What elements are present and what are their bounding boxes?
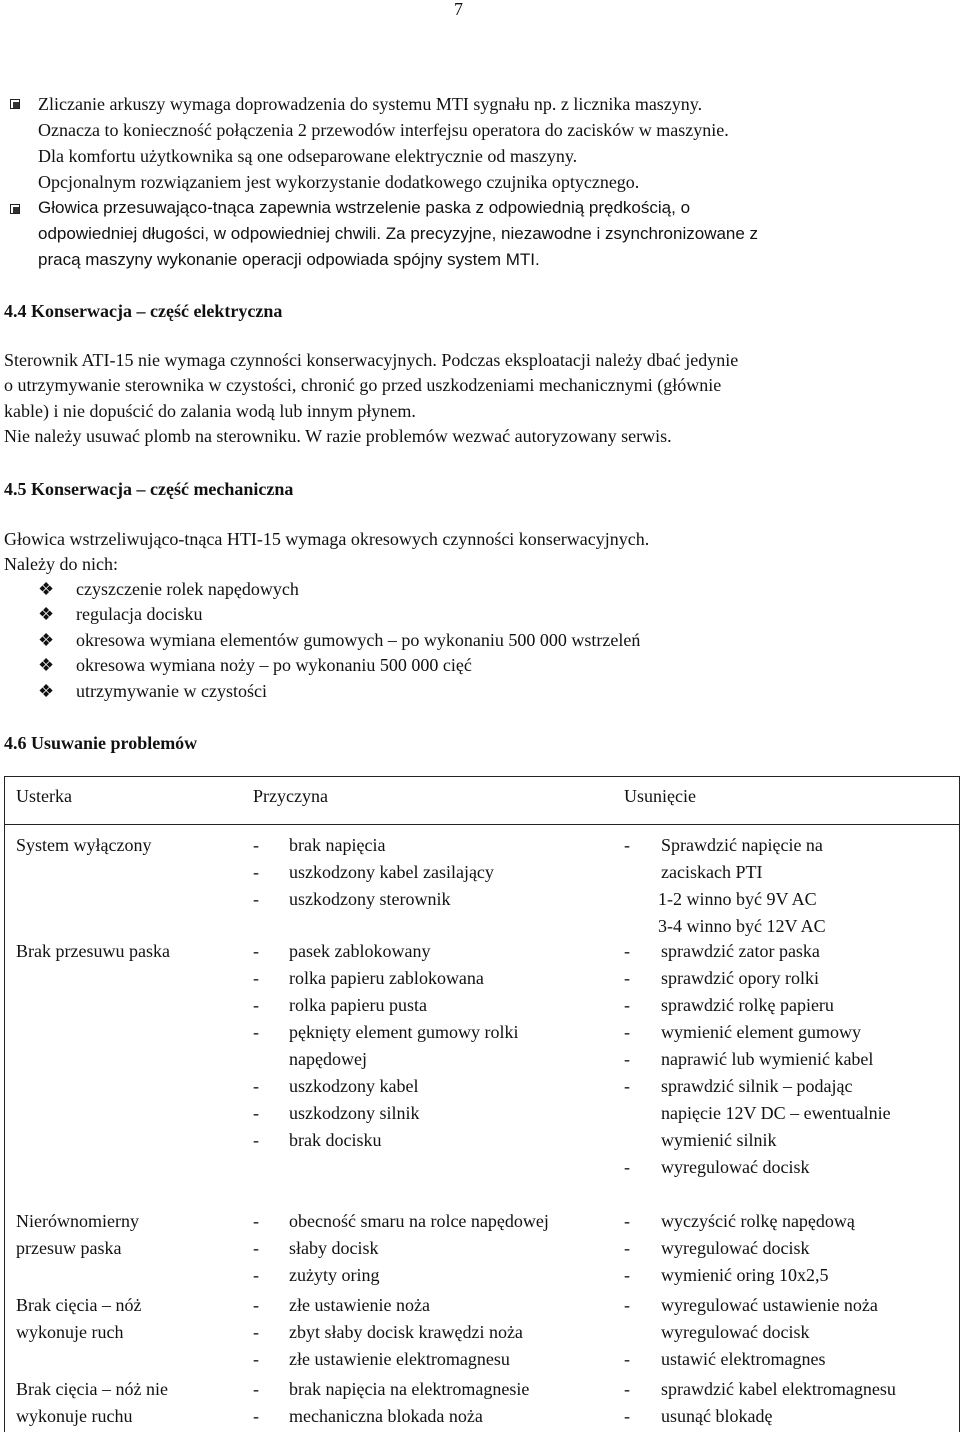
bullet-2-line-1: Głowica przesuwająco-tnąca zapewnia wstrzelenie paska z odpowiednią prędkością, o	[38, 198, 691, 217]
dash-bullet-icon: -	[253, 862, 259, 882]
section-4-6-title: 4.6 Usuwanie problemów	[4, 733, 198, 753]
section-4-4-line: o utrzymywanie sterownika w czystości, chronić go przed uszkodzeniami mechanicznymi (głównie	[4, 375, 722, 395]
fault-cell: Brak cięcia – nóż nie	[16, 1379, 168, 1399]
fault-cell: Nierównomierny	[16, 1211, 139, 1231]
table-header-przyczyna: Przyczyna	[253, 786, 328, 806]
dash-bullet-icon: -	[253, 1265, 259, 1285]
fault-cell: wykonuje ruchu	[16, 1406, 133, 1426]
table-header-usuniecie: Usunięcie	[624, 786, 696, 806]
diamond-bullet-icon: ❖	[38, 655, 55, 675]
section-4-4-title: 4.4 Konserwacja – część elektryczna	[4, 301, 283, 321]
bullet-2-line-3: pracą maszyny wykonanie operacji odpowiada spójny system MTI.	[38, 250, 540, 269]
bullet-2-line-2: odpowiedniej długości, w odpowiedniej chwili. Za precyzyjne, niezawodne i zsynchronizowane z	[38, 224, 759, 243]
diamond-bullet-icon: ❖	[38, 604, 55, 624]
dash-bullet-icon: -	[624, 1157, 630, 1177]
maintenance-item: utrzymywanie w czystości	[76, 681, 267, 701]
dash-bullet-icon: -	[624, 1238, 630, 1258]
fault-cell: wykonuje ruch	[16, 1322, 124, 1342]
fix-item: wymienić oring 10x2,5	[661, 1265, 829, 1285]
cause-item: napędowej	[289, 1049, 367, 1069]
dash-bullet-icon: -	[253, 1130, 259, 1150]
bullet-1-line-1: Zliczanie arkuszy wymaga doprowadzenia do systemu MTI sygnału np. z licznika maszyny.	[38, 94, 703, 114]
table-header-divider	[4, 824, 960, 825]
cause-item: słaby docisk	[289, 1238, 379, 1258]
fix-item: wyregulować docisk	[661, 1322, 810, 1342]
fault-cell: System wyłączony	[16, 835, 152, 855]
cause-item: uszkodzony sterownik	[289, 889, 451, 909]
cause-item: rolka papieru pusta	[289, 995, 427, 1015]
fix-item: sprawdzić silnik – podając	[661, 1076, 853, 1096]
dash-bullet-icon: -	[624, 1295, 630, 1315]
cause-item: pęknięty element gumowy rolki	[289, 1022, 519, 1042]
fix-item: napięcie 12V DC – ewentualnie	[661, 1103, 891, 1123]
diamond-bullet-icon: ❖	[38, 579, 55, 599]
fix-item: wymienić silnik	[661, 1130, 777, 1150]
fix-item: sprawdzić kabel elektromagnesu	[661, 1379, 896, 1399]
dash-bullet-icon: -	[253, 941, 259, 961]
cause-item: uszkodzony kabel zasilający	[289, 862, 494, 882]
checkbox-bullet-icon	[10, 99, 20, 109]
cause-item: zbyt słaby docisk krawędzi noża	[289, 1322, 523, 1342]
dash-bullet-icon: -	[253, 1238, 259, 1258]
fix-item: naprawić lub wymienić kabel	[661, 1049, 874, 1069]
fix-item: 3-4 winno być 12V AC	[658, 916, 826, 936]
table-header-usterka: Usterka	[16, 786, 72, 806]
dash-bullet-icon: -	[624, 1349, 630, 1369]
dash-bullet-icon: -	[253, 1406, 259, 1426]
diamond-bullet-icon: ❖	[38, 681, 55, 701]
fix-item: wymienić element gumowy	[661, 1022, 861, 1042]
dash-bullet-icon: -	[253, 1379, 259, 1399]
dash-bullet-icon: -	[624, 1076, 630, 1096]
maintenance-item: okresowa wymiana elementów gumowych – po wykonaniu 500 000 wstrzeleń	[76, 630, 641, 650]
dash-bullet-icon: -	[624, 1022, 630, 1042]
fix-item: ustawić elektromagnes	[661, 1349, 826, 1369]
dash-bullet-icon: -	[624, 1211, 630, 1231]
table-border-left	[4, 776, 5, 1432]
section-4-5-line: Głowica wstrzeliwująco-tnąca HTI-15 wymaga okresowych czynności konserwacyjnych.	[4, 529, 650, 549]
section-4-4-line: kable) i nie dopuścić do zalania wodą lub innym płynem.	[4, 401, 416, 421]
dash-bullet-icon: -	[253, 1295, 259, 1315]
cause-item: złe ustawienie elektromagnesu	[289, 1349, 510, 1369]
fix-item: sprawdzić opory rolki	[661, 968, 819, 988]
dash-bullet-icon: -	[624, 1379, 630, 1399]
dash-bullet-icon: -	[253, 1322, 259, 1342]
dash-bullet-icon: -	[253, 835, 259, 855]
section-4-4-line: Sterownik ATI-15 nie wymaga czynności konserwacyjnych. Podczas eksploatacji należy dbać jedynie	[4, 350, 739, 370]
cause-item: uszkodzony silnik	[289, 1103, 420, 1123]
dash-bullet-icon: -	[253, 995, 259, 1015]
cause-item: brak napięcia na elektromagnesie	[289, 1379, 530, 1399]
dash-bullet-icon: -	[624, 835, 630, 855]
fault-cell: Brak cięcia – nóż	[16, 1295, 142, 1315]
dash-bullet-icon: -	[253, 1211, 259, 1231]
dash-bullet-icon: -	[253, 1076, 259, 1096]
fix-item: usunąć blokadę	[661, 1406, 773, 1426]
dash-bullet-icon: -	[624, 968, 630, 988]
cause-item: złe ustawienie noża	[289, 1295, 430, 1315]
table-border-top	[4, 776, 960, 777]
dash-bullet-icon: -	[624, 1406, 630, 1426]
section-4-4-line: Nie należy usuwać plomb na sterowniku. W razie problemów wezwać autoryzowany serwis.	[4, 426, 672, 446]
cause-item: obecność smaru na rolce napędowej	[289, 1211, 549, 1231]
fix-item: wyregulować docisk	[661, 1238, 810, 1258]
dash-bullet-icon: -	[624, 1049, 630, 1069]
cause-item: brak napięcia	[289, 835, 386, 855]
dash-bullet-icon: -	[253, 1103, 259, 1123]
fix-item: wyczyścić rolkę napędową	[661, 1211, 855, 1231]
fault-cell: przesuw paska	[16, 1238, 122, 1258]
dash-bullet-icon: -	[253, 968, 259, 988]
fix-item: zaciskach PTI	[661, 862, 763, 882]
cause-item: uszkodzony kabel	[289, 1076, 419, 1096]
fix-item: wyregulować docisk	[661, 1157, 810, 1177]
fix-item: sprawdzić zator paska	[661, 941, 820, 961]
fix-item: 1-2 winno być 9V AC	[658, 889, 817, 909]
cause-item: rolka papieru zablokowana	[289, 968, 484, 988]
section-4-5-line: Należy do nich:	[4, 554, 118, 574]
fix-item: Sprawdzić napięcie na	[661, 835, 823, 855]
fault-cell: Brak przesuwu paska	[16, 941, 170, 961]
diamond-bullet-icon: ❖	[38, 630, 55, 650]
maintenance-item: regulacja docisku	[76, 604, 203, 624]
maintenance-item: okresowa wymiana noży – po wykonaniu 500 000 cięć	[76, 655, 472, 675]
fix-item: sprawdzić rolkę papieru	[661, 995, 834, 1015]
bullet-1-line-3: Dla komfortu użytkownika są one odseparowane elektrycznie od maszyny.	[38, 146, 578, 166]
dash-bullet-icon: -	[253, 889, 259, 909]
cause-item: brak docisku	[289, 1130, 382, 1150]
fix-item: wyregulować ustawienie noża	[661, 1295, 878, 1315]
maintenance-item: czyszczenie rolek napędowych	[76, 579, 299, 599]
cause-item: mechaniczna blokada noża	[289, 1406, 483, 1426]
dash-bullet-icon: -	[253, 1349, 259, 1369]
section-4-5-title: 4.5 Konserwacja – część mechaniczna	[4, 479, 294, 499]
cause-item: zużyty oring	[289, 1265, 380, 1285]
bullet-1-line-4: Opcjonalnym rozwiązaniem jest wykorzystanie dodatkowego czujnika optycznego.	[38, 172, 640, 192]
dash-bullet-icon: -	[624, 995, 630, 1015]
cause-item: pasek zablokowany	[289, 941, 431, 961]
dash-bullet-icon: -	[253, 1022, 259, 1042]
checkbox-bullet-icon	[10, 204, 20, 214]
dash-bullet-icon: -	[624, 941, 630, 961]
bullet-1-line-2: Oznacza to konieczność połączenia 2 przewodów interfejsu operatora do zacisków w maszynie.	[38, 120, 729, 140]
dash-bullet-icon: -	[624, 1265, 630, 1285]
page-number: 7	[454, 0, 463, 19]
